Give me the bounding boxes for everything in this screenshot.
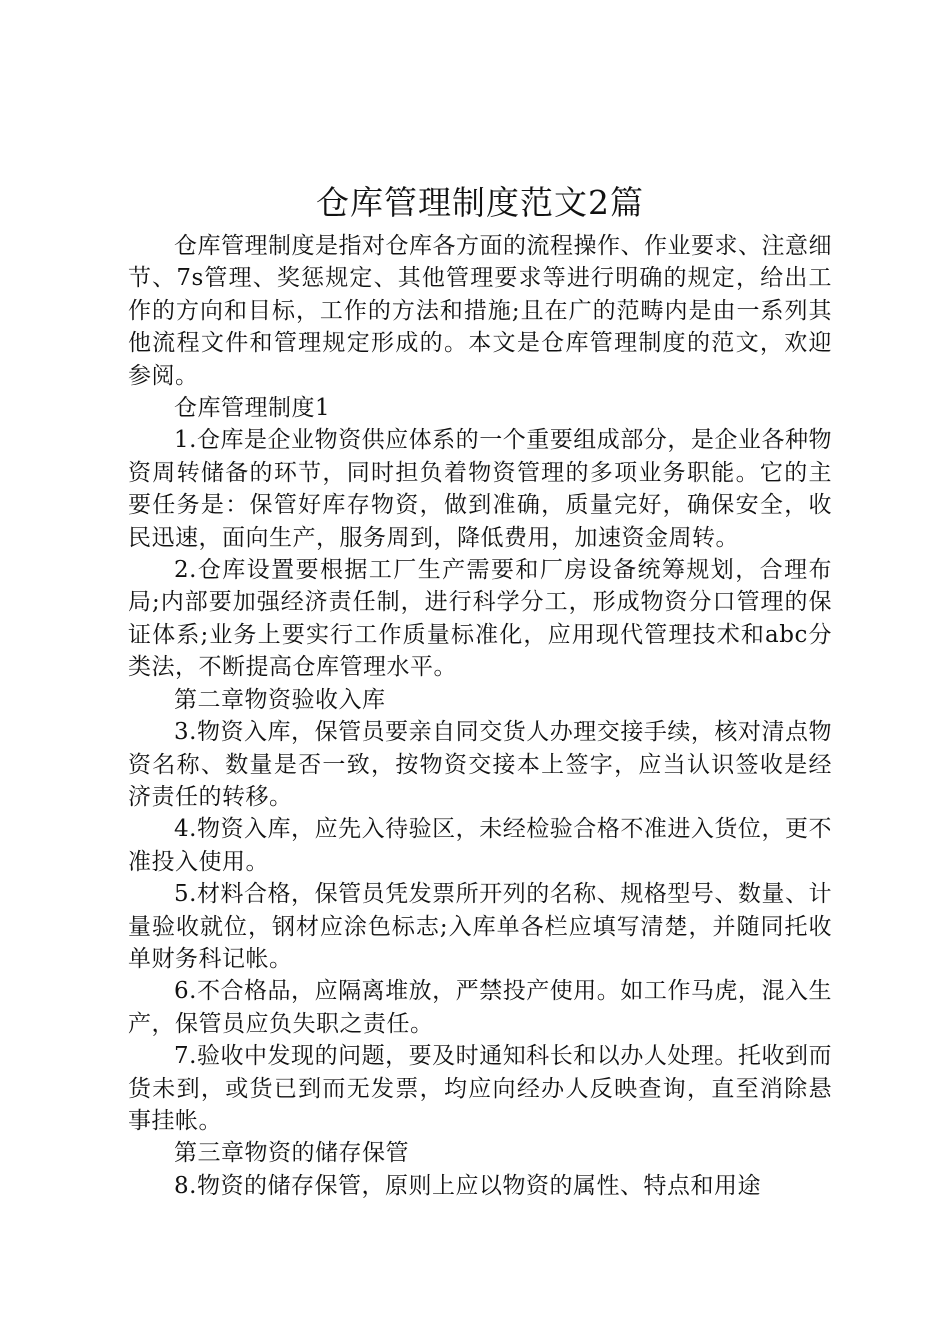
clause-3-paragraph: 3.物资入库，保管员要亲自同交货人办理交接手续，核对清点物资名称、数量是否一致，按物资交接本上签字，应当认识签收是经济责任的转移。 <box>128 719 832 810</box>
section-heading-regulation-1: 仓库管理制度1 <box>174 395 331 422</box>
intro-paragraph: 仓库管理制度是指对仓库各方面的流程操作、作业要求、注意细节、7s管理、奖惩规定、其他管理要求等进行明确的规定，给出工作的方向和目标，工作的方法和措施;且在广的范畴内是由一系列其他流程文件和管理规定形成的。本文是仓库管理制度的范文，欢迎参阅。 <box>128 233 832 389</box>
document-title: 仓库管理制度范文2篇 <box>316 183 644 222</box>
clause-4-paragraph: 4.物资入库，应先入待验区，未经检验合格不准进入货位，更不准投入使用。 <box>128 816 832 875</box>
clause-6-paragraph: 6.不合格品，应隔离堆放，严禁投产使用。如工作马虎，混入生产，保管员应负失职之责任。 <box>128 978 832 1037</box>
clause-2-paragraph: 2.仓库设置要根据工厂生产需要和厂房设备统筹规划，合理布局;内部要加强经济责任制，进行科学分工，形成物资分口管理的保证体系;业务上要实行工作质量标准化，应用现代管理技术和abc分类法，不断提高仓库管理水平。 <box>128 557 832 681</box>
clause-1-paragraph: 1.仓库是企业物资供应体系的一个重要组成部分，是企业各种物资周转储备的环节，同时担负着物资管理的多项业务职能。它的主要任务是：保管好库存物资，做到准确，质量完好，确保安全，收民迅速，面向生产，服务周到，降低费用，加速资金周转。 <box>128 427 832 551</box>
document-page <box>128 178 832 1202</box>
clause-5-paragraph: 5.材料合格，保管员凭发票所开列的名称、规格型号、数量、计量验收就位，钢材应涂色标志;入库单各栏应填写清楚，并随同托收单财务科记帐。 <box>128 881 832 972</box>
clause-8-paragraph: 8.物资的储存保管，原则上应以物资的属性、特点和用途 <box>174 1172 761 1199</box>
chapter-2-heading: 第二章物资验收入库 <box>174 686 386 713</box>
chapter-3-heading: 第三章物资的储存保管 <box>174 1140 409 1167</box>
clause-7-paragraph: 7.验收中发现的问题，要及时通知科长和以办人处理。托收到而货未到，或货已到而无发票，均应向经办人反映查询，直至消除悬事挂帐。 <box>128 1043 832 1134</box>
